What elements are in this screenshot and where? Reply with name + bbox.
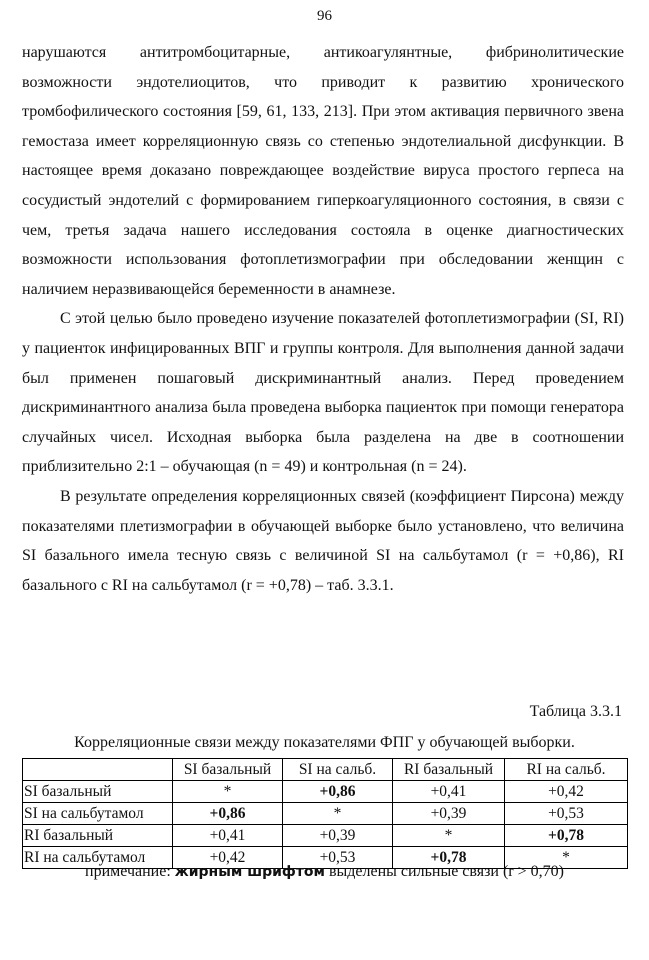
table-note — [0, 863, 649, 881]
table-cell: +0,53 — [283, 847, 393, 869]
paragraph-2: С этой целью было проведено изучение показателей фотоплетизмографии (SI, RI) у пациенток инфицированных ВПГ и группы контроля. Для выполнения данной задачи был применен пошаговый дискриминантный анализ. Перед проведением дискриминантного анализа была проведена выборка пациенток при помощи генератора случайных чисел. Исходная выборка была разделена на две в соотношении приблизительно 2:1 – обучающая (n = 49) и контрольная (n = 24). — [22, 310, 624, 476]
table-cell: * — [283, 803, 393, 825]
body-text — [22, 38, 624, 600]
table-row-header: RI базальный — [23, 825, 173, 847]
correlation-table — [22, 758, 628, 869]
table-cell: +0,39 — [283, 825, 393, 847]
table-header-cell: SI на сальб. — [283, 759, 393, 781]
table-row-header: SI на сальбутамол — [23, 803, 173, 825]
table-header-cell: SI базальный — [173, 759, 283, 781]
table-cell: +0,41 — [393, 781, 505, 803]
table-row-header: SI базальный — [23, 781, 173, 803]
table-cell: +0,42 — [173, 847, 283, 869]
table-cell-strong: +0,86 — [173, 803, 283, 825]
page-number: 96 — [317, 8, 332, 24]
table-header-row — [23, 759, 628, 781]
note-bold: жирным шрифтом — [174, 864, 325, 880]
table-cell: +0,53 — [505, 803, 628, 825]
table-row — [23, 781, 628, 803]
table-cell: * — [173, 781, 283, 803]
table-cell-strong: +0,86 — [283, 781, 393, 803]
table-row-header: RI на сальбутамол — [23, 847, 173, 869]
table-row — [23, 803, 628, 825]
note-prefix: примечание: — [85, 863, 175, 880]
paragraph-3: В результате определения корреляционных связей (коэффициент Пирсона) между показателями плетизмографии в обучающей выборке было установлено, что величина SI базального имела тесную связь с величиной SI на сальбутамол (r = +0,86), RI базального с RI на сальбутамол (r = +0,78) – таб. 3.3.1. — [22, 487, 624, 594]
table-cell-strong: +0,78 — [505, 825, 628, 847]
table-cell: +0,39 — [393, 803, 505, 825]
table-cell: * — [393, 825, 505, 847]
table-header-cell — [23, 759, 173, 781]
table-label: Таблица 3.3.1 — [529, 703, 622, 720]
table-cell-strong: +0,78 — [393, 847, 505, 869]
paragraph-1: нарушаются антитромбоцитарные, антикоагулянтные, фибринолитические возможности эндотелиоцитов, что приводит к развитию хронического тромбофилического состояния [59, 61, 133, 213]. При этом активация первичного звена гемостаза имеет корреляционную связь со степенью эндотелиальной дисфункции. В настоящее время доказано повреждающее воздействие вируса простого герпеса на сосудистый эндотелий с формированием гиперкоагуляционного состояния, в связи с чем, третья задача нашего исследования состояла в оценке диагностических возможности использования фотоплетизмографии при обследовании женщин с наличием неразвивающейся беременности в анамнезе. — [22, 44, 624, 298]
note-suffix: выделены сильные связи (r > 0,70) — [324, 863, 564, 880]
table-header-cell: RI на сальб. — [505, 759, 628, 781]
table-cell: +0,42 — [505, 781, 628, 803]
table-cell: * — [505, 847, 628, 869]
table-cell: +0,41 — [173, 825, 283, 847]
table-row — [23, 825, 628, 847]
table-title: Корреляционные связи между показателями ФПГ у обучающей выборки. — [74, 734, 575, 751]
table-header-cell: RI базальный — [393, 759, 505, 781]
